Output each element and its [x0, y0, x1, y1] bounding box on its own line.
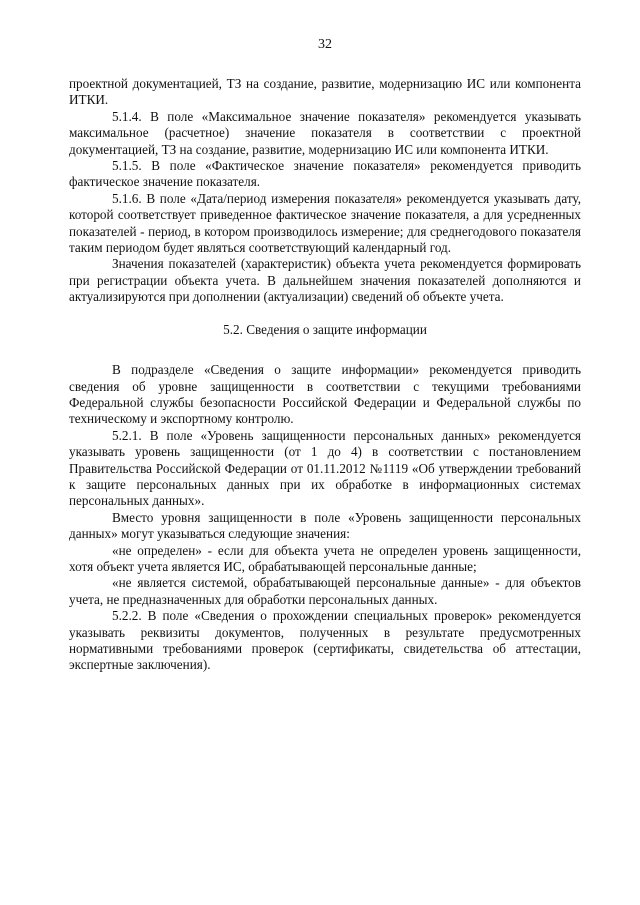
page-number: 32	[318, 37, 332, 52]
paragraph-value-not-system: «не является системой, обрабатывающей персональные данные» - для объектов учета, не предназначенных для обработки персональных данных.	[69, 575, 581, 607]
paragraph-section-5-2-intro: В подразделе «Сведения о защите информации» рекомендуется приводить сведения об уровне защищенности в соответствии с текущими требованиями Федеральной службы безопасности Российской Федерации и Федеральной службы по техническому и экспортному контролю.	[69, 362, 581, 427]
paragraph-5-2-1: 5.2.1. В поле «Уровень защищенности персональных данных» рекомендуется указывать уровень защищенности (от 1 до 4) в соответствии с постановлением Правительства Российской Федерации от 01.11.2012 №1119 «Об утверждении требований к защите персональных данных при их обработке в информационных системах персональных данных».	[69, 427, 581, 509]
paragraph-5-1-4: 5.1.4. В поле «Максимальное значение показателя» рекомендуется указывать максимальное (расчетное) значение показателя в соответствии с проектной документацией, ТЗ на создание, развитие, модернизацию ИС или компонента ИТКИ.	[69, 108, 581, 157]
paragraph-5-1-5: 5.1.5. В поле «Фактическое значение показателя» рекомендуется приводить фактическое значение показателя.	[69, 158, 581, 190]
document-page	[69, 36, 581, 674]
paragraph-continuation: проектной документацией, ТЗ на создание, развитие, модернизацию ИС или компонента ИТКИ.	[69, 76, 581, 108]
paragraph-value-not-defined: «не определен» - если для объекта учета не определен уровень защищенности, хотя объект учета является ИС, обрабатывающей персональные данные;	[69, 542, 581, 574]
paragraph-instead-of-level: Вместо уровня защищенности в поле «Уровень защищенности персональных данных» могут указываться следующие значения:	[69, 509, 581, 542]
paragraph-5-2-2: 5.2.2. В поле «Сведения о прохождении специальных проверок» рекомендуется указывать реквизиты документов, полученных в результате предусмотренных нормативными требованиями проверок (сертификаты, свидетельства об аттестации, экспертные заключения).	[69, 608, 581, 673]
section-title-5-2: 5.2. Сведения о защите информации	[223, 321, 427, 337]
paragraph-indicator-values: Значения показателей (характеристик) объекта учета рекомендуется формировать при регистрации объекта учета. В дальнейшем значения показателей дополняются и актуализируются при дополнении (актуализации) сведений об объекте учета.	[69, 256, 581, 305]
paragraph-5-1-6: 5.1.6. В поле «Дата/период измерения показателя» рекомендуется указывать дату, которой соответствует приведенное фактическое значение показателя, а для усредненных показателей - период, в котором производилось измерение; для среднегодового показателя таким периодом будет являться соответствующий календарный год.	[69, 190, 581, 256]
